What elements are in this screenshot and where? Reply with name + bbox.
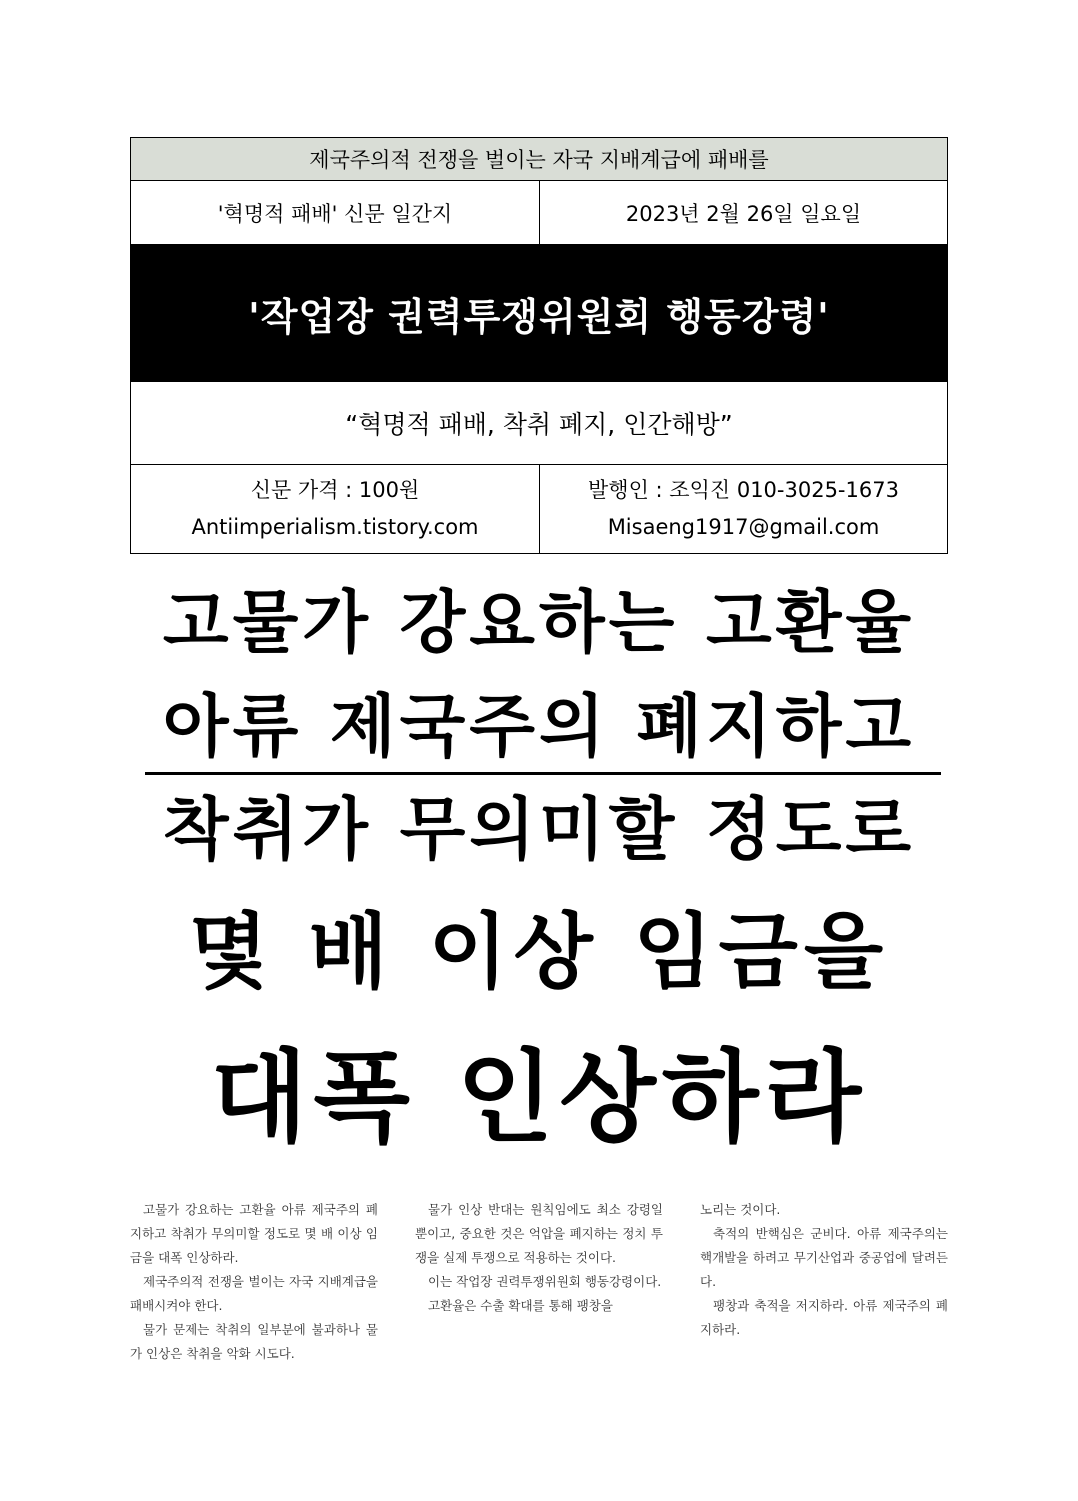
paragraph: 팽창과 축적을 저지하라. 아류 제국주의 폐지하라. [700, 1298, 948, 1337]
paragraph: 노리는 것이다. [700, 1202, 781, 1217]
article-column-1 [130, 1198, 378, 1366]
masthead [130, 137, 948, 554]
paragraph: 제국주의적 전쟁을 벌이는 자국 지배계급을 패배시켜야 한다. [130, 1274, 378, 1313]
paragraph: 물가 인상 반대는 원칙임에도 최소 강령일 뿐이고, 중요한 것은 억압을 폐지하는 정치 투쟁을 실제 투쟁으로 적용하는 것이다. [415, 1202, 663, 1265]
headline-divider [145, 772, 941, 775]
headline-line-1: 고물가 강요하는 고환율 [162, 584, 916, 663]
paragraph: 고환율은 수출 확대를 통해 팽창을 [428, 1298, 613, 1313]
contact-row [131, 465, 947, 553]
headline-line-5: 대폭 인상하라 [210, 1039, 868, 1156]
paragraph: 고물가 강요하는 고환율 아류 제국주의 폐지하고 착취가 무의미할 정도로 몇 배 이상 임금을 대폭 인상하라. [130, 1202, 378, 1265]
paragraph: 물가 문제는 착취의 일부분에 불과하나 물가 인상은 착취을 악화 시도다. [130, 1322, 378, 1361]
paper-name: '혁명적 패배' 신문 일간지 [217, 201, 453, 226]
masthead-tagline-row [131, 138, 947, 181]
masthead-info-row [131, 181, 947, 245]
paragraph: 이는 작업장 권력투쟁위원회 행동강령이다. [428, 1274, 662, 1289]
headline-line-3: 착취가 무의미할 정도로 [162, 791, 916, 870]
article-column-2 [415, 1198, 663, 1366]
price: 신문 가격 : 100원 [250, 478, 420, 502]
headline-line-2: 아류 제국주의 폐지하고 [162, 688, 916, 767]
banner [131, 245, 947, 382]
banner-title: '작업장 권력투쟁위원회 행동강령' [248, 294, 830, 339]
article-column-3 [700, 1198, 948, 1366]
publisher: 발행인 : 조익진 010-3025-1673 [588, 478, 899, 502]
website: Antiimperialism.tistory.com [191, 515, 479, 539]
article-body [130, 1198, 948, 1366]
headline-line-4: 몇 배 이상 임금을 [188, 905, 890, 1000]
slogan: “혁명적 패배, 착취 폐지, 인간해방” [345, 410, 733, 439]
issue-date: 2023년 2월 26일 일요일 [539, 181, 947, 244]
email: Misaeng1917@gmail.com [607, 515, 880, 539]
slogan-row [131, 382, 947, 465]
paragraph: 축적의 반핵심은 군비다. 아류 제국주의는 핵개발을 하려고 무기산업과 중공업에 달려든다. [700, 1226, 948, 1289]
tagline: 제국주의적 전쟁을 벌이는 자국 지배계급에 패배를 [309, 148, 769, 172]
publisher-block [539, 465, 947, 553]
price-block [131, 465, 539, 553]
